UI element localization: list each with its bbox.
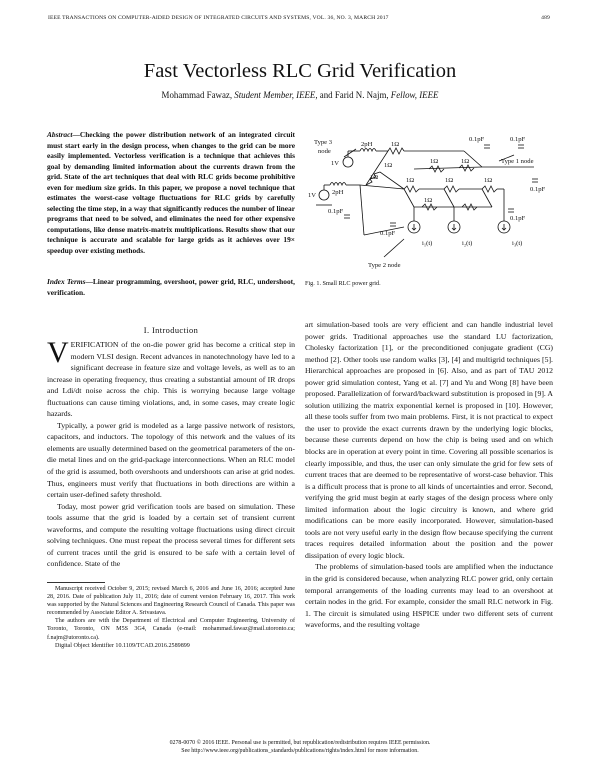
resistor-top [388, 148, 404, 154]
r-e-label: 1Ω [461, 158, 470, 165]
r-h-label: 1Ω [424, 197, 433, 204]
index-terms [47, 277, 295, 298]
type3-label: Type 3 [314, 139, 333, 146]
r-d-label: 1Ω [430, 158, 439, 165]
resistor-mid-2 [444, 186, 459, 192]
footnote-affiliation: The authors are with the Department of Electrical and Computer Engineering, University of Toronto, Toronto, ON M5S 3G4, Canada (e-mail: mohammad.fawaz@mail.utoronto.ca; f.najm@utoronto.ca). [47, 618, 295, 641]
i1-label: i₁(t) [422, 240, 433, 247]
copyright-notice [0, 739, 600, 755]
footnote-manuscript: Manuscript received October 9, 2015; revised March 6, 2016 and June 16, 2016; accepted June 28, 2016. Date of publication July 11, 2016; date of current version February 16, 2017. This work was supported by the Natural Sciences and Engineering Research Council of Canada. This paper was recommended by Associate Editor A. Srivastava. [47, 586, 295, 617]
running-header: IEEE TRANSACTIONS ON COMPUTER-AIDED DESIGN OF INTEGRATED CIRCUITS AND SYSTEMS, VOL. 36, NO. 3, MARCH 2017 [48, 15, 389, 21]
footnote-rule [47, 582, 105, 583]
r-f-label: 1Ω [445, 177, 454, 184]
abstract [47, 130, 295, 257]
type3-node-label: node [318, 148, 331, 155]
i2-label: i₂(t) [462, 240, 473, 247]
author-1-role: Student Member, IEEE, [234, 90, 318, 100]
paper-title: Fast Vectorless RLC Grid Verification [143, 60, 457, 82]
footnote [47, 585, 295, 650]
c2-label: 0.1pF [510, 136, 526, 143]
intro-paragraph-2: Typically, a power grid is modeled as a large passive network of resistors, capacitors, and inductors. The topology of this network and the values of its elements are usually determined based on the geometrical parameters of the on-die metal lines and on the grid-package interconnections. When an RLC model of the grid is assumed, both overshoots and undershoots can arise at grid nodes. Thus, engineers must verify that fluctuations in both directions are within a certain user-defined safety threshold. [47, 420, 295, 500]
right-paragraph-2: The problems of simulation-based tools are amplified when the inductance in the grid is considered because, when analyzing RLC power grid, only certain temporal arrangements of the loading currents may lead to an overshoot at certain nodes in the grid. For example, consider the small RLC network in Fig. 1. The circuit is simulated using HSPICE under two different sets of current waveforms, and the resulting voltage [305, 562, 553, 630]
author-2-role: Fellow, IEEE [390, 90, 439, 100]
abstract-text: —Checking the power distribution network of an integrated circuit must start early in the design process, when changes to the grid can be more easily implemented. Vectorless verification is a technique that achieves this goal by demanding limited information about the currents drawn from the grid. State of the art techniques that deal with RLC grids become prohibitive even for medium size grids. In this paper, we propose a novel technique that estimates the worst-case voltage fluctuations for RLC grids by carefully selecting the time step, in a way that significantly reduces the number of linear programs that need to be solved, and eliminates the need for other expensive computations, like dense matrix-matrix multiplications. Results show that our technique is accurate and scalable for large grids as it achieves over 19× speedup over existing methods. [47, 130, 295, 256]
resistor-mid-3 [482, 186, 497, 192]
c5-label: 0.1pF [380, 230, 396, 237]
author-line [0, 90, 600, 100]
inductor-2 [330, 183, 346, 186]
voltage-source-2 [319, 190, 329, 200]
abstract-label: Abstract [47, 130, 73, 139]
copyright-line-2: See http://www.ieee.org/publications_standards/publications/rights/index.html for more information. [181, 748, 419, 755]
r-g-label: 1Ω [484, 177, 493, 184]
c1-label: 0.1pF [469, 136, 485, 143]
intro-paragraph-3: Today, most power grid verification tools are based on simulation. These tools assume that the grid is loaded by a certain set of transient current waveforms, and compute the resulting voltage fluctuations using direct circuit solving techniques. One must repeat the process several times for different sets of current traces until the grid is ensured to be safe with a certain level of confidence. State of the [47, 501, 295, 569]
index-terms-label: Index Terms [47, 277, 86, 286]
c4-label: 0.1pF [328, 208, 344, 215]
section-heading: I. Introduction [143, 326, 199, 335]
l1-label: 2pH [361, 141, 373, 148]
intro-paragraph-1: VERIFICATION of the on-die power grid has become a critical step in modern VLSI design. Recent advances in nanotechnology have led to a significant decrease in feature size and voltage levels, as well as to an increase in operating frequency, thus creating a substantial amount of IR drops and Ldi/dt noise across the chip. This is worrying because large voltage fluctuations can cause timing violations, and, in some cases, may create logic hazards. [47, 336, 295, 419]
left-column [47, 336, 295, 570]
footnote-doi: Digital Object Identifier 10.1109/TCAD.2016.2589899 [55, 642, 190, 649]
index-terms-text: —Linear programming, overshoot, power grid, RLC, undershoot, verification. [47, 277, 295, 297]
r-a-label: 1Ω [384, 162, 393, 169]
type1-label: Type 1 node [501, 158, 534, 165]
r-c-label: 1Ω [406, 177, 415, 184]
i3-label: i₃(t) [512, 240, 523, 247]
v1-label: 1V [331, 160, 340, 167]
drop-cap: V [47, 336, 69, 369]
right-paragraph-1: art simulation-based tools are very efficient and can handle industrial level power grids. Traditional approaches use the standard LU factorization, Cholesky factorization [1], or the preconditioned conjugate gradient (CG) method [2]. Other tools use random walks [3], [4] and multigrid techniques [5]. Hierarchical approaches are proposed in [6]. Also, and as part of TAU 2012 power grid simulation contest, Yang et al. [7] and Yu and Wong [8] have been proposed. Parallelization of forward/backward substitution is proposed in [9]. A solution utilizing the matrix exponential kernel is proposed in [10]. However, all these tools suffer from two main problems. First, it is not practical to expect the user to provide the exact currents drawn by the underlying logic blocks, because these currents depend on how the chip is being used and on which blocks are in operation at every point in time. Covering all possible scenarios is clearly impossible, and thus, the user can only simulate the grid for few sets of current traces that are deemed to be representative of worst-case behavior. This is a difficult process that is prone to all kinds of uncertainties and error. Second, verifying the grid must begin at early stages of the design process where only limited information about the logic circuitry is known, and where grid modifications can be more easily incorporated. However, simulation-based tools are not very useful early in the design flow because specifying the current traces requires detailed information about the position and the power dissipation of every logic block. [305, 320, 553, 560]
voltage-source-1 [343, 157, 353, 167]
l2-label: 2pH [332, 189, 344, 196]
author-2: and Farid N. Najm, [319, 90, 389, 100]
type2-label: Type 2 node [368, 262, 401, 269]
page-number: 489 [541, 15, 550, 21]
copyright-line-1: 0278-0070 © 2016 IEEE. Personal use is permitted, but republication/redistribution requires IEEE permission. [169, 740, 431, 746]
rlc-grid-figure [304, 127, 554, 277]
r-top-label: 1Ω [391, 141, 400, 148]
c3-label: 0.1pF [530, 186, 546, 193]
figure-caption: Fig. 1. Small RLC power grid. [305, 280, 381, 287]
author-1: Mohammad Fawaz, [161, 90, 233, 100]
c6-label: 0.1pF [510, 215, 526, 222]
right-column [305, 319, 553, 631]
inductor-1 [360, 149, 376, 152]
v2-label: 1V [308, 192, 317, 199]
r-b-label: 1Ω [370, 174, 379, 181]
resistor-mid-1 [404, 186, 419, 192]
